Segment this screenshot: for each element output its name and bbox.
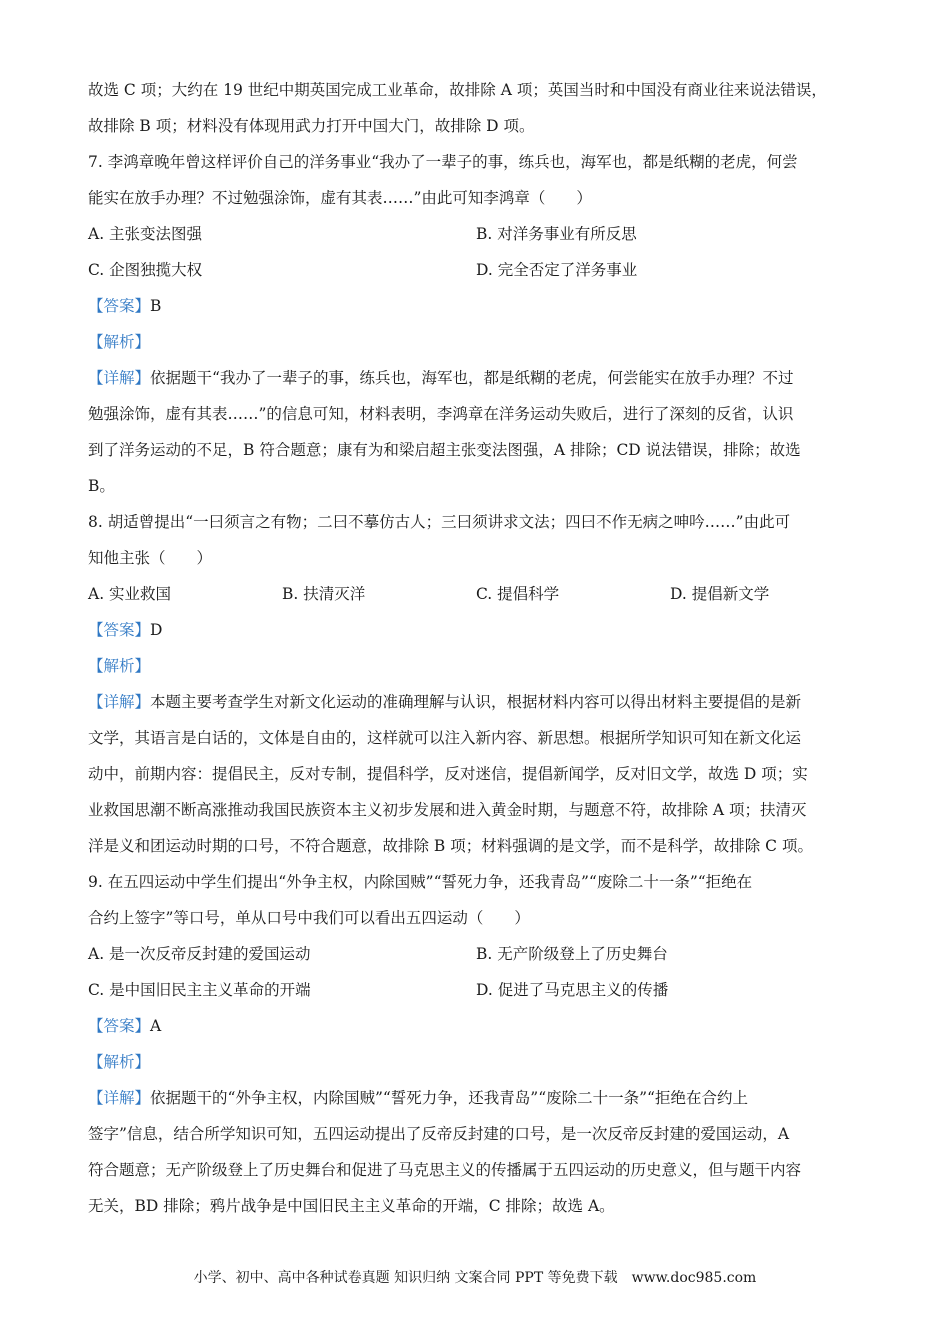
question-stem-line: 8. 胡适曾提出“一曰须言之有物；二曰不摹仿古人；三曰须讲求文法；四曰不作无病之呻吟……”由此可 [88,513,791,531]
detail-line: 业救国思潮不断高涨推动我国民族资本主义初步发展和进入黄金时期，与题意不符，故排除 A 项；扶清灭 [88,801,807,819]
detail-text: 依据题干的“外争主权，内除国贼”“誓死力争，还我青岛”“废除二十一条”“拒绝在合约上 [150,1089,748,1107]
detail-text: 依据题干“我办了一辈子的事，练兵也，海军也，都是纸糊的老虎，何尝能实在放手办理？不过 [150,369,794,387]
option-row [88,576,873,612]
analysis-line [88,648,873,684]
document-body [88,72,873,1224]
detail-line: 文学，其语言是白话的，文体是自由的，这样就可以注入新内容、新思想。根据所学知识可知在新文化运 [88,729,802,747]
question-8 [88,504,873,864]
detail-tag: 【详解】 [88,369,151,387]
detail-line [88,360,873,396]
answer-line [88,1008,873,1044]
answer-tag: 【答案】 [88,621,151,639]
question-stem-line: 能实在放手办理？不过勉强涂饰，虚有其表……”由此可知李鸿章（ ） [88,189,592,207]
detail-tag: 【详解】 [88,1089,151,1107]
option-row [88,936,873,972]
analysis-tag: 【解析】 [88,333,151,351]
option-c: C. 提倡科学 [476,585,560,603]
answer-line [88,288,873,324]
text-line: 故排除 B 项；材料没有体现用武力打开中国大门，故排除 D 项。 [88,117,535,135]
option-row [88,972,873,1008]
option-row [88,252,873,288]
detail-line: 洋是义和团运动时期的口号，不符合题意，故排除 B 项；材料强调的是文学，而不是科学，故排除 C 项。 [88,837,813,855]
detail-line [88,684,873,720]
answer-value: D [150,621,163,639]
answer-tag: 【答案】 [88,297,151,315]
detail-line: 签字”信息，结合所学知识可知，五四运动提出了反帝反封建的口号，是一次反帝反封建的爱国运动，A [88,1125,790,1143]
question-9 [88,864,873,1224]
question-stem-line: 9. 在五四运动中学生们提出“外争主权，内除国贼”“誓死力争，还我青岛”“废除二十一条”“拒绝在 [88,873,753,891]
answer-value: B [150,297,162,315]
question-7 [88,144,873,504]
question-stem-line: 知他主张（ ） [88,549,213,567]
detail-text: 本题主要考查学生对新文化运动的准确理解与认识，根据材料内容可以得出材料主要提倡的是新 [150,693,802,711]
analysis-tag: 【解析】 [88,657,151,675]
question-stem-line: 合约上签字”等口号，单从口号中我们可以看出五四运动（ ） [88,909,530,927]
detail-line: 勉强涂饰，虚有其表……”的信息可知，材料表明，李鸿章在洋务运动失败后，进行了深刻的反省，认识 [88,405,794,423]
question-stem-line: 7. 李鸿章晚年曾这样评价自己的洋务事业“我办了一辈子的事，练兵也，海军也，都是纸糊的老虎，何尝 [88,153,798,171]
option-b: B. 对洋务事业有所反思 [476,225,637,243]
option-b: B. 扶清灭洋 [282,585,366,603]
option-d: D. 完全否定了洋务事业 [476,261,638,279]
option-a: A. 实业救国 [88,585,172,603]
page-footer: 小学、初中、高中各种试卷真题 知识归纳 文案合同 PPT 等免费下载 www.doc985.com [193,1270,757,1286]
option-b: B. 无产阶级登上了历史舞台 [476,945,668,963]
option-row [88,216,873,252]
analysis-tag: 【解析】 [88,1053,151,1071]
answer-tag: 【答案】 [88,1017,151,1035]
detail-line: 符合题意；无产阶级登上了历史舞台和促进了马克思主义的传播属于五四运动的历史意义，但与题干内容 [88,1161,802,1179]
option-d: D. 提倡新文学 [670,585,770,603]
intro-paragraph [88,72,873,144]
answer-value: A [150,1017,162,1035]
detail-tag: 【详解】 [88,693,151,711]
option-c: C. 是中国旧民主主义革命的开端 [88,981,311,999]
text-line: 故选 C 项；大约在 19 世纪中期英国完成工业革命，故排除 A 项；英国当时和中国没有商业往来说法错误， [88,81,827,99]
detail-line: 动中，前期内容：提倡民主，反对专制，提倡科学，反对迷信，提倡新闻学，反对旧文学，故选 D 项；实 [88,765,808,783]
detail-line: 到了洋务运动的不足，B 符合题意；康有为和梁启超主张变法图强，A 排除；CD 说法错误，排除；故选 [88,441,801,459]
answer-line [88,612,873,648]
detail-line: B。 [88,477,115,495]
detail-line [88,1080,873,1116]
analysis-line [88,324,873,360]
detail-line: 无关，BD 排除；鸦片战争是中国旧民主主义革命的开端，C 排除；故选 A。 [88,1197,615,1215]
option-d: D. 促进了马克思主义的传播 [476,981,669,999]
option-c: C. 企图独揽大权 [88,261,203,279]
analysis-line [88,1044,873,1080]
option-a: A. 主张变法图强 [88,225,203,243]
option-a: A. 是一次反帝反封建的爱国运动 [88,945,311,963]
